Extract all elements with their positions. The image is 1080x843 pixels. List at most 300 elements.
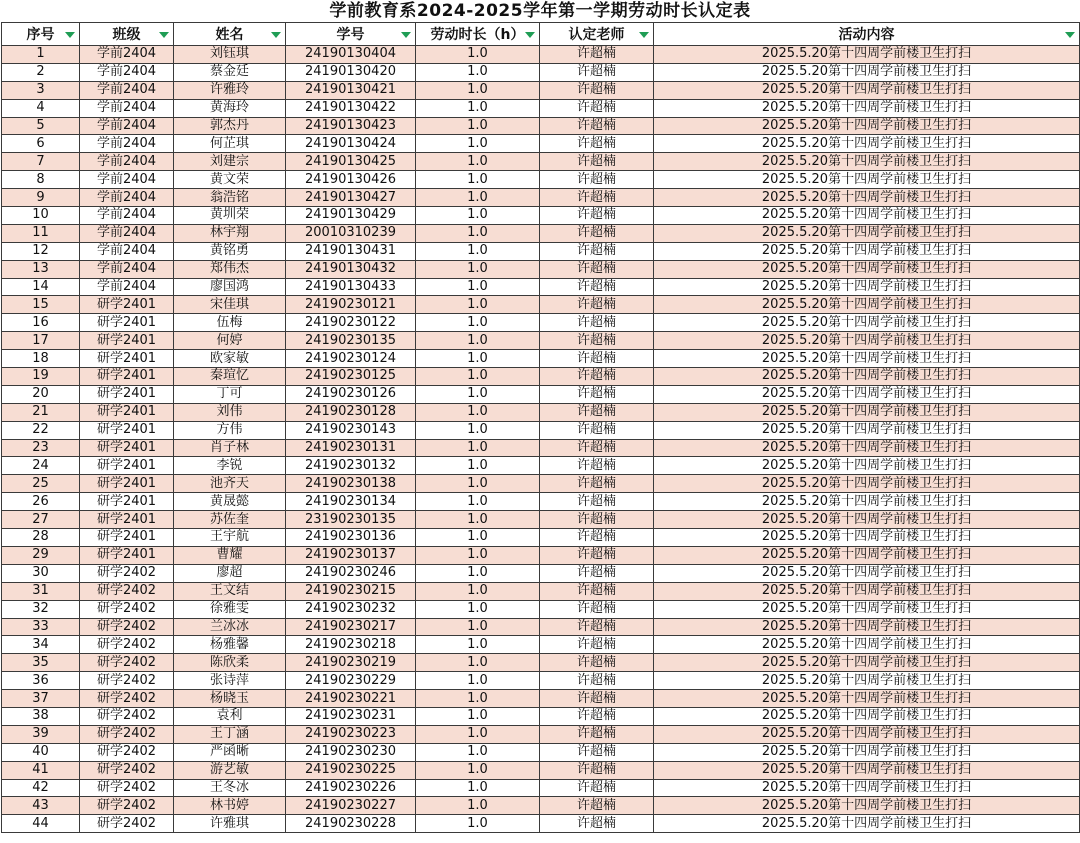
cell-class[interactable]: 学前2404 — [80, 63, 174, 81]
cell-class[interactable]: 研学2401 — [80, 350, 174, 368]
cell-class[interactable]: 研学2401 — [80, 529, 174, 547]
cell-name[interactable]: 何婷 — [174, 332, 286, 350]
cell-teacher[interactable]: 许超楠 — [540, 439, 654, 457]
cell-class[interactable]: 研学2402 — [80, 600, 174, 618]
cell-activity[interactable]: 2025.5.20第十四周学前楼卫生打扫 — [654, 511, 1080, 529]
cell-student-id[interactable]: 24190230228 — [286, 815, 416, 833]
cell-no[interactable]: 13 — [2, 260, 80, 278]
cell-no[interactable]: 32 — [2, 600, 80, 618]
cell-name[interactable]: 欧家敏 — [174, 350, 286, 368]
cell-activity[interactable]: 2025.5.20第十四周学前楼卫生打扫 — [654, 314, 1080, 332]
cell-class[interactable]: 研学2402 — [80, 761, 174, 779]
cell-activity[interactable]: 2025.5.20第十四周学前楼卫生打扫 — [654, 493, 1080, 511]
cell-student-id[interactable]: 24190230126 — [286, 385, 416, 403]
cell-student-id[interactable]: 24190130432 — [286, 260, 416, 278]
cell-name[interactable]: 黄海玲 — [174, 99, 286, 117]
cell-teacher[interactable]: 许超楠 — [540, 171, 654, 189]
cell-no[interactable]: 7 — [2, 153, 80, 171]
cell-teacher[interactable]: 许超楠 — [540, 743, 654, 761]
cell-teacher[interactable]: 许超楠 — [540, 672, 654, 690]
header-activity[interactable] — [654, 23, 1080, 46]
cell-hours[interactable]: 1.0 — [416, 475, 540, 493]
cell-class[interactable]: 学前2404 — [80, 260, 174, 278]
cell-activity[interactable]: 2025.5.20第十四周学前楼卫生打扫 — [654, 421, 1080, 439]
cell-teacher[interactable]: 许超楠 — [540, 600, 654, 618]
cell-hours[interactable]: 1.0 — [416, 636, 540, 654]
cell-teacher[interactable]: 许超楠 — [540, 99, 654, 117]
cell-no[interactable]: 37 — [2, 690, 80, 708]
cell-class[interactable]: 研学2401 — [80, 475, 174, 493]
cell-activity[interactable]: 2025.5.20第十四周学前楼卫生打扫 — [654, 654, 1080, 672]
cell-teacher[interactable]: 许超楠 — [540, 690, 654, 708]
cell-activity[interactable]: 2025.5.20第十四周学前楼卫生打扫 — [654, 439, 1080, 457]
cell-name[interactable]: 刘钰琪 — [174, 46, 286, 64]
filter-dropdown-icon[interactable] — [63, 28, 76, 41]
cell-teacher[interactable]: 许超楠 — [540, 529, 654, 547]
cell-no[interactable]: 24 — [2, 457, 80, 475]
cell-student-id[interactable]: 24190230138 — [286, 475, 416, 493]
cell-student-id[interactable]: 24190230143 — [286, 421, 416, 439]
cell-activity[interactable]: 2025.5.20第十四周学前楼卫生打扫 — [654, 618, 1080, 636]
cell-no[interactable]: 4 — [2, 99, 80, 117]
cell-activity[interactable]: 2025.5.20第十四周学前楼卫生打扫 — [654, 815, 1080, 833]
cell-no[interactable]: 1 — [2, 46, 80, 64]
cell-hours[interactable]: 1.0 — [416, 672, 540, 690]
cell-no[interactable]: 11 — [2, 224, 80, 242]
cell-no[interactable]: 29 — [2, 546, 80, 564]
cell-no[interactable]: 28 — [2, 529, 80, 547]
cell-name[interactable]: 黄铭勇 — [174, 242, 286, 260]
cell-no[interactable]: 21 — [2, 403, 80, 421]
cell-hours[interactable]: 1.0 — [416, 743, 540, 761]
cell-activity[interactable]: 2025.5.20第十四周学前楼卫生打扫 — [654, 99, 1080, 117]
cell-class[interactable]: 研学2402 — [80, 797, 174, 815]
cell-no[interactable]: 42 — [2, 779, 80, 797]
cell-hours[interactable]: 1.0 — [416, 761, 540, 779]
cell-name[interactable]: 黄晟懿 — [174, 493, 286, 511]
cell-activity[interactable]: 2025.5.20第十四周学前楼卫生打扫 — [654, 672, 1080, 690]
cell-name[interactable]: 杨晓玉 — [174, 690, 286, 708]
cell-class[interactable]: 研学2402 — [80, 690, 174, 708]
cell-class[interactable]: 学前2404 — [80, 189, 174, 207]
header-class[interactable] — [80, 23, 174, 46]
cell-name[interactable]: 袁利 — [174, 707, 286, 725]
cell-class[interactable]: 研学2401 — [80, 421, 174, 439]
cell-teacher[interactable]: 许超楠 — [540, 350, 654, 368]
cell-teacher[interactable]: 许超楠 — [540, 618, 654, 636]
cell-activity[interactable]: 2025.5.20第十四周学前楼卫生打扫 — [654, 743, 1080, 761]
cell-hours[interactable]: 1.0 — [416, 278, 540, 296]
cell-no[interactable]: 19 — [2, 368, 80, 386]
cell-student-id[interactable]: 24190230227 — [286, 797, 416, 815]
cell-hours[interactable]: 1.0 — [416, 779, 540, 797]
cell-teacher[interactable]: 许超楠 — [540, 153, 654, 171]
cell-no[interactable]: 34 — [2, 636, 80, 654]
cell-teacher[interactable]: 许超楠 — [540, 368, 654, 386]
cell-no[interactable]: 33 — [2, 618, 80, 636]
cell-class[interactable]: 研学2402 — [80, 743, 174, 761]
cell-class[interactable]: 学前2404 — [80, 278, 174, 296]
cell-hours[interactable]: 1.0 — [416, 457, 540, 475]
filter-dropdown-icon[interactable] — [523, 28, 536, 41]
cell-student-id[interactable]: 24190230218 — [286, 636, 416, 654]
cell-hours[interactable]: 1.0 — [416, 46, 540, 64]
cell-student-id[interactable]: 24190230226 — [286, 779, 416, 797]
cell-student-id[interactable]: 24190230221 — [286, 690, 416, 708]
cell-teacher[interactable]: 许超楠 — [540, 314, 654, 332]
cell-student-id[interactable]: 24190230215 — [286, 582, 416, 600]
cell-name[interactable]: 许雅琪 — [174, 815, 286, 833]
cell-no[interactable]: 12 — [2, 242, 80, 260]
cell-no[interactable]: 39 — [2, 725, 80, 743]
cell-activity[interactable]: 2025.5.20第十四周学前楼卫生打扫 — [654, 278, 1080, 296]
cell-activity[interactable]: 2025.5.20第十四周学前楼卫生打扫 — [654, 600, 1080, 618]
filter-dropdown-icon[interactable] — [1063, 28, 1076, 41]
cell-name[interactable]: 何芷琪 — [174, 135, 286, 153]
cell-name[interactable]: 李锐 — [174, 457, 286, 475]
cell-hours[interactable]: 1.0 — [416, 350, 540, 368]
cell-no[interactable]: 30 — [2, 564, 80, 582]
header-no[interactable] — [2, 23, 80, 46]
cell-class[interactable]: 研学2402 — [80, 564, 174, 582]
cell-student-id[interactable]: 24190230132 — [286, 457, 416, 475]
cell-hours[interactable]: 1.0 — [416, 493, 540, 511]
cell-name[interactable]: 黄圳荣 — [174, 207, 286, 225]
cell-name[interactable]: 池齐天 — [174, 475, 286, 493]
cell-teacher[interactable]: 许超楠 — [540, 385, 654, 403]
header-teacher[interactable] — [540, 23, 654, 46]
header-hours[interactable] — [416, 23, 540, 46]
cell-teacher[interactable]: 许超楠 — [540, 117, 654, 135]
cell-student-id[interactable]: 24190230121 — [286, 296, 416, 314]
cell-teacher[interactable]: 许超楠 — [540, 278, 654, 296]
cell-teacher[interactable]: 许超楠 — [540, 493, 654, 511]
filter-dropdown-icon[interactable] — [269, 28, 282, 41]
cell-name[interactable]: 张诗萍 — [174, 672, 286, 690]
cell-class[interactable]: 学前2404 — [80, 81, 174, 99]
cell-name[interactable]: 王丁涵 — [174, 725, 286, 743]
cell-class[interactable]: 研学2401 — [80, 296, 174, 314]
cell-activity[interactable]: 2025.5.20第十四周学前楼卫生打扫 — [654, 636, 1080, 654]
cell-name[interactable]: 秦瑄忆 — [174, 368, 286, 386]
cell-hours[interactable]: 1.0 — [416, 421, 540, 439]
cell-no[interactable]: 15 — [2, 296, 80, 314]
cell-class[interactable]: 学前2404 — [80, 99, 174, 117]
cell-hours[interactable]: 1.0 — [416, 296, 540, 314]
cell-student-id[interactable]: 24190230122 — [286, 314, 416, 332]
cell-no[interactable]: 22 — [2, 421, 80, 439]
cell-teacher[interactable]: 许超楠 — [540, 636, 654, 654]
cell-teacher[interactable]: 许超楠 — [540, 654, 654, 672]
cell-student-id[interactable]: 24190130429 — [286, 207, 416, 225]
cell-activity[interactable]: 2025.5.20第十四周学前楼卫生打扫 — [654, 761, 1080, 779]
cell-name[interactable]: 翁浩铭 — [174, 189, 286, 207]
cell-student-id[interactable]: 24190130426 — [286, 171, 416, 189]
cell-student-id[interactable]: 24190230229 — [286, 672, 416, 690]
cell-name[interactable]: 蔡金廷 — [174, 63, 286, 81]
cell-hours[interactable]: 1.0 — [416, 260, 540, 278]
cell-no[interactable]: 6 — [2, 135, 80, 153]
cell-teacher[interactable]: 许超楠 — [540, 81, 654, 99]
cell-student-id[interactable]: 24190130425 — [286, 153, 416, 171]
cell-student-id[interactable]: 24190130421 — [286, 81, 416, 99]
cell-no[interactable]: 25 — [2, 475, 80, 493]
cell-activity[interactable]: 2025.5.20第十四周学前楼卫生打扫 — [654, 189, 1080, 207]
cell-name[interactable]: 王冬冰 — [174, 779, 286, 797]
cell-no[interactable]: 40 — [2, 743, 80, 761]
cell-name[interactable]: 郭杰丹 — [174, 117, 286, 135]
cell-name[interactable]: 刘建宗 — [174, 153, 286, 171]
cell-hours[interactable]: 1.0 — [416, 224, 540, 242]
cell-teacher[interactable]: 许超楠 — [540, 189, 654, 207]
cell-no[interactable]: 26 — [2, 493, 80, 511]
cell-class[interactable]: 研学2401 — [80, 385, 174, 403]
cell-student-id[interactable]: 24190230219 — [286, 654, 416, 672]
cell-class[interactable]: 研学2402 — [80, 654, 174, 672]
cell-class[interactable]: 研学2401 — [80, 439, 174, 457]
cell-class[interactable]: 研学2401 — [80, 368, 174, 386]
header-id[interactable] — [286, 23, 416, 46]
cell-hours[interactable]: 1.0 — [416, 368, 540, 386]
cell-student-id[interactable]: 24190230125 — [286, 368, 416, 386]
cell-teacher[interactable]: 许超楠 — [540, 725, 654, 743]
cell-class[interactable]: 研学2401 — [80, 314, 174, 332]
cell-hours[interactable]: 1.0 — [416, 654, 540, 672]
cell-teacher[interactable]: 许超楠 — [540, 475, 654, 493]
cell-no[interactable]: 16 — [2, 314, 80, 332]
cell-teacher[interactable]: 许超楠 — [540, 511, 654, 529]
cell-class[interactable]: 学前2404 — [80, 171, 174, 189]
cell-name[interactable]: 廖国鸿 — [174, 278, 286, 296]
cell-teacher[interactable]: 许超楠 — [540, 296, 654, 314]
cell-activity[interactable]: 2025.5.20第十四周学前楼卫生打扫 — [654, 46, 1080, 64]
cell-hours[interactable]: 1.0 — [416, 439, 540, 457]
cell-hours[interactable]: 1.0 — [416, 207, 540, 225]
cell-hours[interactable]: 1.0 — [416, 403, 540, 421]
cell-name[interactable]: 肖子林 — [174, 439, 286, 457]
cell-name[interactable]: 王宇航 — [174, 529, 286, 547]
cell-name[interactable]: 陈欣柔 — [174, 654, 286, 672]
cell-activity[interactable]: 2025.5.20第十四周学前楼卫生打扫 — [654, 529, 1080, 547]
cell-activity[interactable]: 2025.5.20第十四周学前楼卫生打扫 — [654, 457, 1080, 475]
cell-name[interactable]: 丁可 — [174, 385, 286, 403]
cell-class[interactable]: 学前2404 — [80, 207, 174, 225]
cell-student-id[interactable]: 24190130427 — [286, 189, 416, 207]
cell-teacher[interactable]: 许超楠 — [540, 224, 654, 242]
cell-student-id[interactable]: 24190230135 — [286, 332, 416, 350]
cell-class[interactable]: 学前2404 — [80, 46, 174, 64]
cell-hours[interactable]: 1.0 — [416, 815, 540, 833]
cell-teacher[interactable]: 许超楠 — [540, 332, 654, 350]
cell-class[interactable]: 学前2404 — [80, 153, 174, 171]
cell-teacher[interactable]: 许超楠 — [540, 242, 654, 260]
cell-no[interactable]: 8 — [2, 171, 80, 189]
cell-activity[interactable]: 2025.5.20第十四周学前楼卫生打扫 — [654, 224, 1080, 242]
cell-activity[interactable]: 2025.5.20第十四周学前楼卫生打扫 — [654, 350, 1080, 368]
cell-hours[interactable]: 1.0 — [416, 690, 540, 708]
cell-name[interactable]: 伍梅 — [174, 314, 286, 332]
cell-teacher[interactable]: 许超楠 — [540, 207, 654, 225]
cell-student-id[interactable]: 23190230135 — [286, 511, 416, 529]
cell-activity[interactable]: 2025.5.20第十四周学前楼卫生打扫 — [654, 385, 1080, 403]
cell-activity[interactable]: 2025.5.20第十四周学前楼卫生打扫 — [654, 403, 1080, 421]
cell-class[interactable]: 研学2402 — [80, 582, 174, 600]
cell-activity[interactable]: 2025.5.20第十四周学前楼卫生打扫 — [654, 368, 1080, 386]
cell-hours[interactable]: 1.0 — [416, 153, 540, 171]
cell-teacher[interactable]: 许超楠 — [540, 564, 654, 582]
cell-no[interactable]: 14 — [2, 278, 80, 296]
cell-student-id[interactable]: 24190230134 — [286, 493, 416, 511]
cell-hours[interactable]: 1.0 — [416, 189, 540, 207]
cell-class[interactable]: 研学2402 — [80, 672, 174, 690]
cell-class[interactable]: 学前2404 — [80, 135, 174, 153]
cell-activity[interactable]: 2025.5.20第十四周学前楼卫生打扫 — [654, 171, 1080, 189]
cell-student-id[interactable]: 24190130424 — [286, 135, 416, 153]
cell-student-id[interactable]: 24190230223 — [286, 725, 416, 743]
cell-class[interactable]: 研学2401 — [80, 457, 174, 475]
cell-activity[interactable]: 2025.5.20第十四周学前楼卫生打扫 — [654, 707, 1080, 725]
cell-hours[interactable]: 1.0 — [416, 117, 540, 135]
cell-no[interactable]: 18 — [2, 350, 80, 368]
cell-class[interactable]: 研学2402 — [80, 779, 174, 797]
cell-hours[interactable]: 1.0 — [416, 385, 540, 403]
cell-no[interactable]: 44 — [2, 815, 80, 833]
cell-activity[interactable]: 2025.5.20第十四周学前楼卫生打扫 — [654, 797, 1080, 815]
cell-hours[interactable]: 1.0 — [416, 314, 540, 332]
cell-teacher[interactable]: 许超楠 — [540, 582, 654, 600]
cell-name[interactable]: 方伟 — [174, 421, 286, 439]
cell-no[interactable]: 5 — [2, 117, 80, 135]
cell-class[interactable]: 学前2404 — [80, 224, 174, 242]
cell-name[interactable]: 严函晰 — [174, 743, 286, 761]
cell-hours[interactable]: 1.0 — [416, 582, 540, 600]
cell-no[interactable]: 9 — [2, 189, 80, 207]
cell-activity[interactable]: 2025.5.20第十四周学前楼卫生打扫 — [654, 207, 1080, 225]
cell-name[interactable]: 宋佳琪 — [174, 296, 286, 314]
cell-teacher[interactable]: 许超楠 — [540, 421, 654, 439]
cell-student-id[interactable]: 24190230225 — [286, 761, 416, 779]
cell-student-id[interactable]: 24190230232 — [286, 600, 416, 618]
cell-hours[interactable]: 1.0 — [416, 63, 540, 81]
cell-class[interactable]: 研学2402 — [80, 725, 174, 743]
cell-student-id[interactable]: 24190130433 — [286, 278, 416, 296]
cell-activity[interactable]: 2025.5.20第十四周学前楼卫生打扫 — [654, 690, 1080, 708]
cell-student-id[interactable]: 24190230137 — [286, 546, 416, 564]
cell-hours[interactable]: 1.0 — [416, 546, 540, 564]
cell-no[interactable]: 27 — [2, 511, 80, 529]
cell-no[interactable]: 23 — [2, 439, 80, 457]
cell-teacher[interactable]: 许超楠 — [540, 135, 654, 153]
cell-teacher[interactable]: 许超楠 — [540, 63, 654, 81]
cell-no[interactable]: 35 — [2, 654, 80, 672]
cell-activity[interactable]: 2025.5.20第十四周学前楼卫生打扫 — [654, 332, 1080, 350]
filter-dropdown-icon[interactable] — [157, 28, 170, 41]
cell-name[interactable]: 苏佐奎 — [174, 511, 286, 529]
cell-hours[interactable]: 1.0 — [416, 529, 540, 547]
filter-dropdown-icon[interactable] — [399, 28, 412, 41]
cell-activity[interactable]: 2025.5.20第十四周学前楼卫生打扫 — [654, 582, 1080, 600]
cell-name[interactable]: 曹耀 — [174, 546, 286, 564]
cell-hours[interactable]: 1.0 — [416, 725, 540, 743]
cell-name[interactable]: 黄文荣 — [174, 171, 286, 189]
cell-hours[interactable]: 1.0 — [416, 564, 540, 582]
cell-class[interactable]: 研学2402 — [80, 636, 174, 654]
cell-class[interactable]: 学前2404 — [80, 117, 174, 135]
cell-hours[interactable]: 1.0 — [416, 242, 540, 260]
cell-student-id[interactable]: 24190230217 — [286, 618, 416, 636]
cell-hours[interactable]: 1.0 — [416, 797, 540, 815]
cell-teacher[interactable]: 许超楠 — [540, 260, 654, 278]
cell-name[interactable]: 兰冰冰 — [174, 618, 286, 636]
cell-class[interactable]: 研学2401 — [80, 332, 174, 350]
cell-student-id[interactable]: 24190130422 — [286, 99, 416, 117]
cell-teacher[interactable]: 许超楠 — [540, 707, 654, 725]
cell-hours[interactable]: 1.0 — [416, 135, 540, 153]
cell-name[interactable]: 王文结 — [174, 582, 286, 600]
cell-class[interactable]: 研学2402 — [80, 618, 174, 636]
cell-hours[interactable]: 1.0 — [416, 618, 540, 636]
cell-hours[interactable]: 1.0 — [416, 707, 540, 725]
cell-name[interactable]: 徐雅雯 — [174, 600, 286, 618]
cell-no[interactable]: 31 — [2, 582, 80, 600]
cell-name[interactable]: 许雅玲 — [174, 81, 286, 99]
cell-no[interactable]: 43 — [2, 797, 80, 815]
cell-no[interactable]: 20 — [2, 385, 80, 403]
cell-class[interactable]: 研学2401 — [80, 493, 174, 511]
cell-hours[interactable]: 1.0 — [416, 81, 540, 99]
cell-teacher[interactable]: 许超楠 — [540, 546, 654, 564]
cell-class[interactable]: 研学2402 — [80, 707, 174, 725]
cell-teacher[interactable]: 许超楠 — [540, 815, 654, 833]
cell-activity[interactable]: 2025.5.20第十四周学前楼卫生打扫 — [654, 725, 1080, 743]
cell-no[interactable]: 36 — [2, 672, 80, 690]
cell-no[interactable]: 38 — [2, 707, 80, 725]
cell-student-id[interactable]: 24190130431 — [286, 242, 416, 260]
cell-student-id[interactable]: 24190230246 — [286, 564, 416, 582]
cell-name[interactable]: 杨雅馨 — [174, 636, 286, 654]
cell-name[interactable]: 游艺敏 — [174, 761, 286, 779]
cell-activity[interactable]: 2025.5.20第十四周学前楼卫生打扫 — [654, 564, 1080, 582]
cell-class[interactable]: 学前2404 — [80, 242, 174, 260]
cell-teacher[interactable]: 许超楠 — [540, 797, 654, 815]
cell-name[interactable]: 林书婷 — [174, 797, 286, 815]
cell-student-id[interactable]: 24190230230 — [286, 743, 416, 761]
cell-student-id[interactable]: 24190230136 — [286, 529, 416, 547]
cell-student-id[interactable]: 24190230128 — [286, 403, 416, 421]
cell-class[interactable]: 研学2401 — [80, 546, 174, 564]
cell-student-id[interactable]: 24190130420 — [286, 63, 416, 81]
cell-teacher[interactable]: 许超楠 — [540, 46, 654, 64]
cell-class[interactable]: 研学2401 — [80, 511, 174, 529]
cell-no[interactable]: 3 — [2, 81, 80, 99]
cell-activity[interactable]: 2025.5.20第十四周学前楼卫生打扫 — [654, 242, 1080, 260]
cell-teacher[interactable]: 许超楠 — [540, 761, 654, 779]
header-name[interactable] — [174, 23, 286, 46]
cell-name[interactable]: 郑伟杰 — [174, 260, 286, 278]
cell-activity[interactable]: 2025.5.20第十四周学前楼卫生打扫 — [654, 779, 1080, 797]
cell-activity[interactable]: 2025.5.20第十四周学前楼卫生打扫 — [654, 296, 1080, 314]
cell-teacher[interactable]: 许超楠 — [540, 403, 654, 421]
cell-activity[interactable]: 2025.5.20第十四周学前楼卫生打扫 — [654, 81, 1080, 99]
cell-teacher[interactable]: 许超楠 — [540, 779, 654, 797]
cell-hours[interactable]: 1.0 — [416, 511, 540, 529]
cell-student-id[interactable]: 24190230124 — [286, 350, 416, 368]
filter-dropdown-icon[interactable] — [637, 28, 650, 41]
cell-no[interactable]: 41 — [2, 761, 80, 779]
cell-student-id[interactable]: 24190230131 — [286, 439, 416, 457]
cell-class[interactable]: 研学2401 — [80, 403, 174, 421]
cell-name[interactable]: 廖超 — [174, 564, 286, 582]
